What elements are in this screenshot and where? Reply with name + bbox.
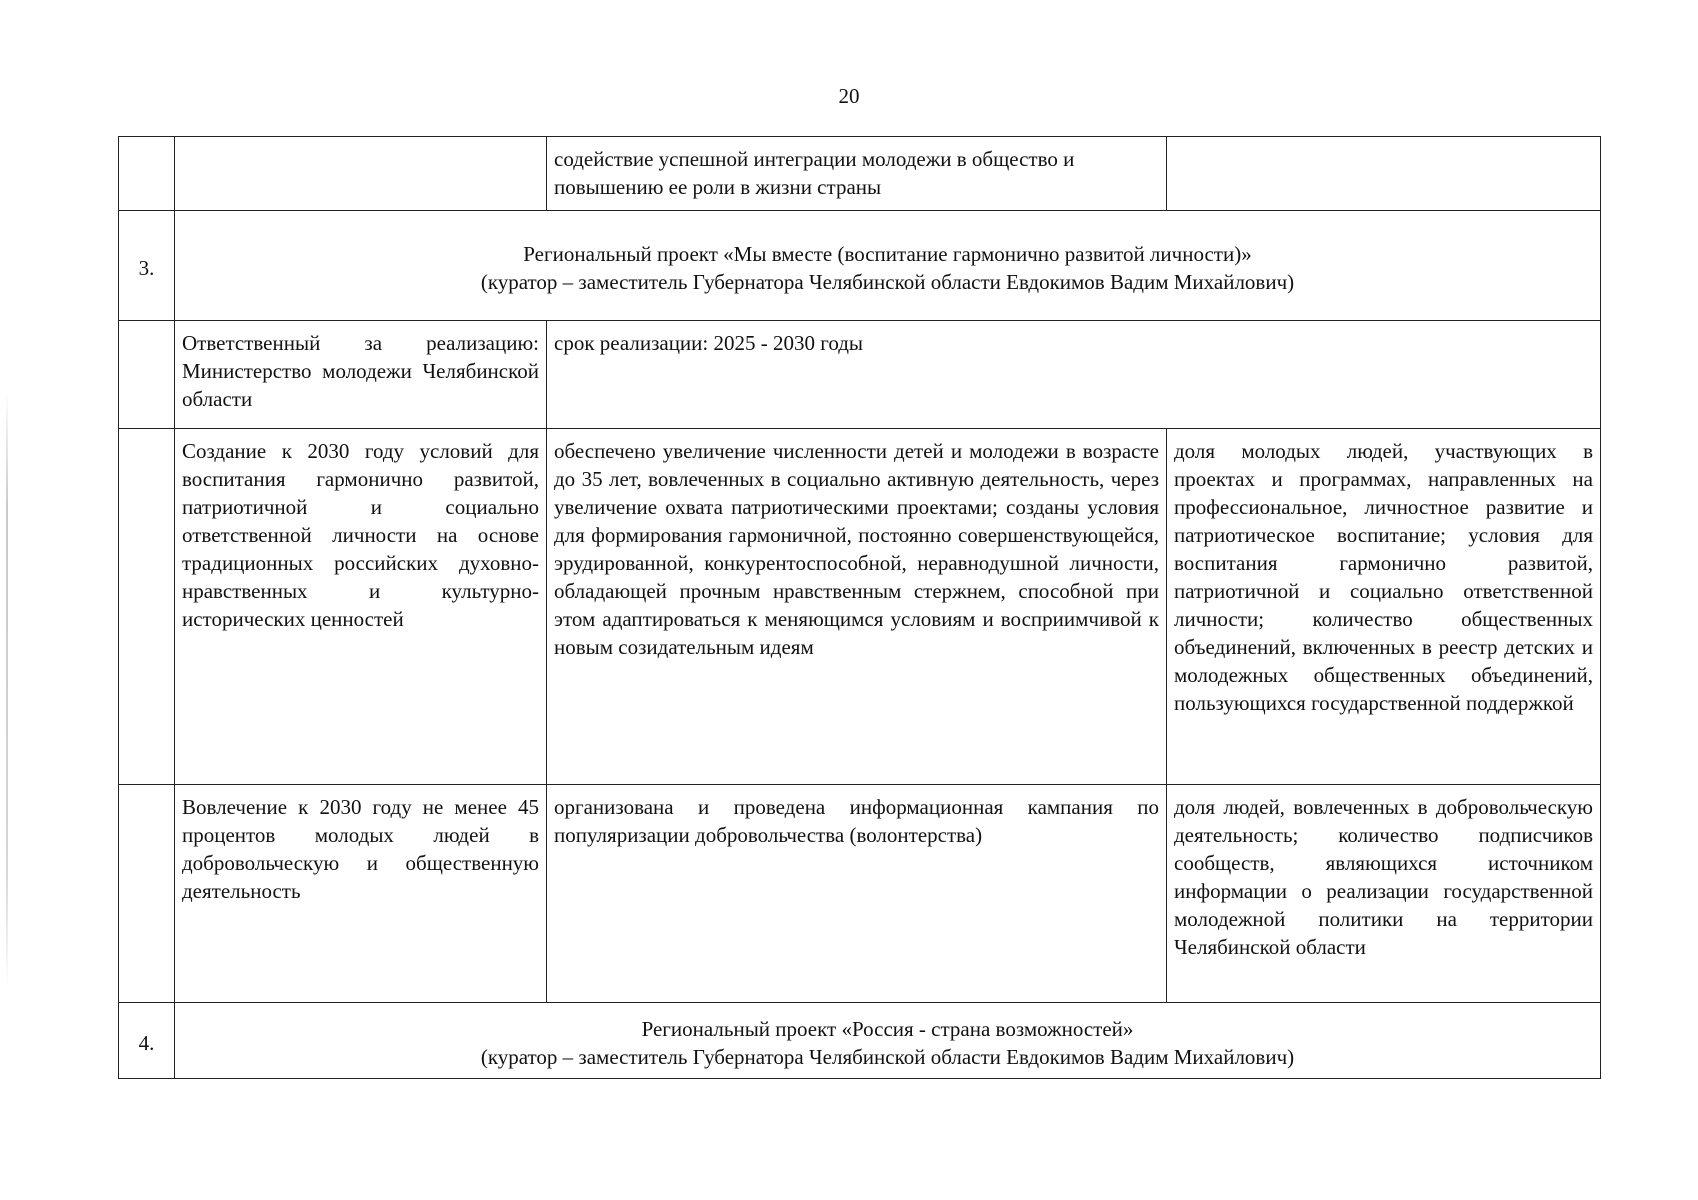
implementation-term: срок реализации: 2025 - 2030 годы [547, 321, 1601, 429]
goal-text: Вовлечение к 2030 году не менее 45 процентов молодых людей в добровольческую и общественную деятельность [175, 785, 547, 1003]
project-curator: (куратор – заместитель Губернатора Челябинской области Евдокимов Вадим Михайлович) [480, 1044, 1295, 1069]
project-title: Региональный проект «Мы вместе (воспитание гармонично развитой личности)» [523, 241, 1252, 266]
project-title-cell [175, 1003, 1601, 1079]
indicators-text: доля молодых людей, участвующих в проектах и программах, направленных на профессиональное, личностное развитие и патриотическое воспитание; условия для воспитания гармонично развитой, патриотичной и социально ответственной личности; количество общественных объединений, включенных в реестр детских и молодежных общественных объединений, пользующихся государственной поддержкой [1167, 429, 1601, 785]
project-curator: (куратор – заместитель Губернатора Челябинской области Евдокимов Вадим Михайлович) [480, 269, 1295, 294]
result-line: повышению ее роли в жизни страны [554, 175, 882, 199]
cell-result [547, 137, 1167, 211]
cell-number [119, 137, 175, 211]
project-number: 3. [119, 211, 175, 321]
project-title-cell [175, 211, 1601, 321]
table-row-continuation [119, 137, 1601, 211]
project-title: Региональный проект «Россия - страна возможностей» [641, 1016, 1134, 1041]
result-line: содействие успешной интеграции молодежи в общество и [554, 147, 1075, 171]
results-text: организована и проведена информационная кампания по популяризации добровольчества (волонтерства) [547, 785, 1167, 1003]
goal-text: Создание к 2030 году условий для воспитания гармонично развитой, патриотичной и социально ответственной личности на основе традиционных российских духовно-нравственных и культурно-исторических ценностей [175, 429, 547, 785]
project-header-row [119, 211, 1601, 321]
page-number: 20 [838, 84, 860, 108]
cell-number [119, 321, 175, 429]
table-row-responsible [119, 321, 1601, 429]
indicators-text: доля людей, вовлеченных в добровольческую деятельность; количество подписчиков сообществ, являющихся источником информации о реализации государственной молодежной политики на территории Челябинской области [1167, 785, 1601, 1003]
project-header-row [119, 1003, 1601, 1079]
cell-number [119, 429, 175, 785]
responsible-body: Ответственный за реализацию: Министерство молодежи Челябинской области [175, 321, 547, 429]
table-row-goal [119, 785, 1601, 1003]
cell-responsible [175, 137, 547, 211]
table-row-goal [119, 429, 1601, 785]
cell-number [119, 785, 175, 1003]
results-text: обеспечено увеличение численности детей и молодежи в возрасте до 35 лет, вовлеченных в социально активную деятельность, через увеличение охвата патриотическими проектами; созданы условия для формирования гармоничной, постоянно совершенствующейся, эрудированной, конкурентоспособной, неравнодушной личности, обладающей прочным нравственным стержнем, способной при этом адаптироваться к меняющимся условиям и восприимчивой к новым созидательным идеям [547, 429, 1167, 785]
cell-indicator [1167, 137, 1601, 211]
scan-edge-mark [6, 390, 8, 990]
project-number: 4. [119, 1003, 175, 1079]
projects-table [118, 136, 1601, 1079]
